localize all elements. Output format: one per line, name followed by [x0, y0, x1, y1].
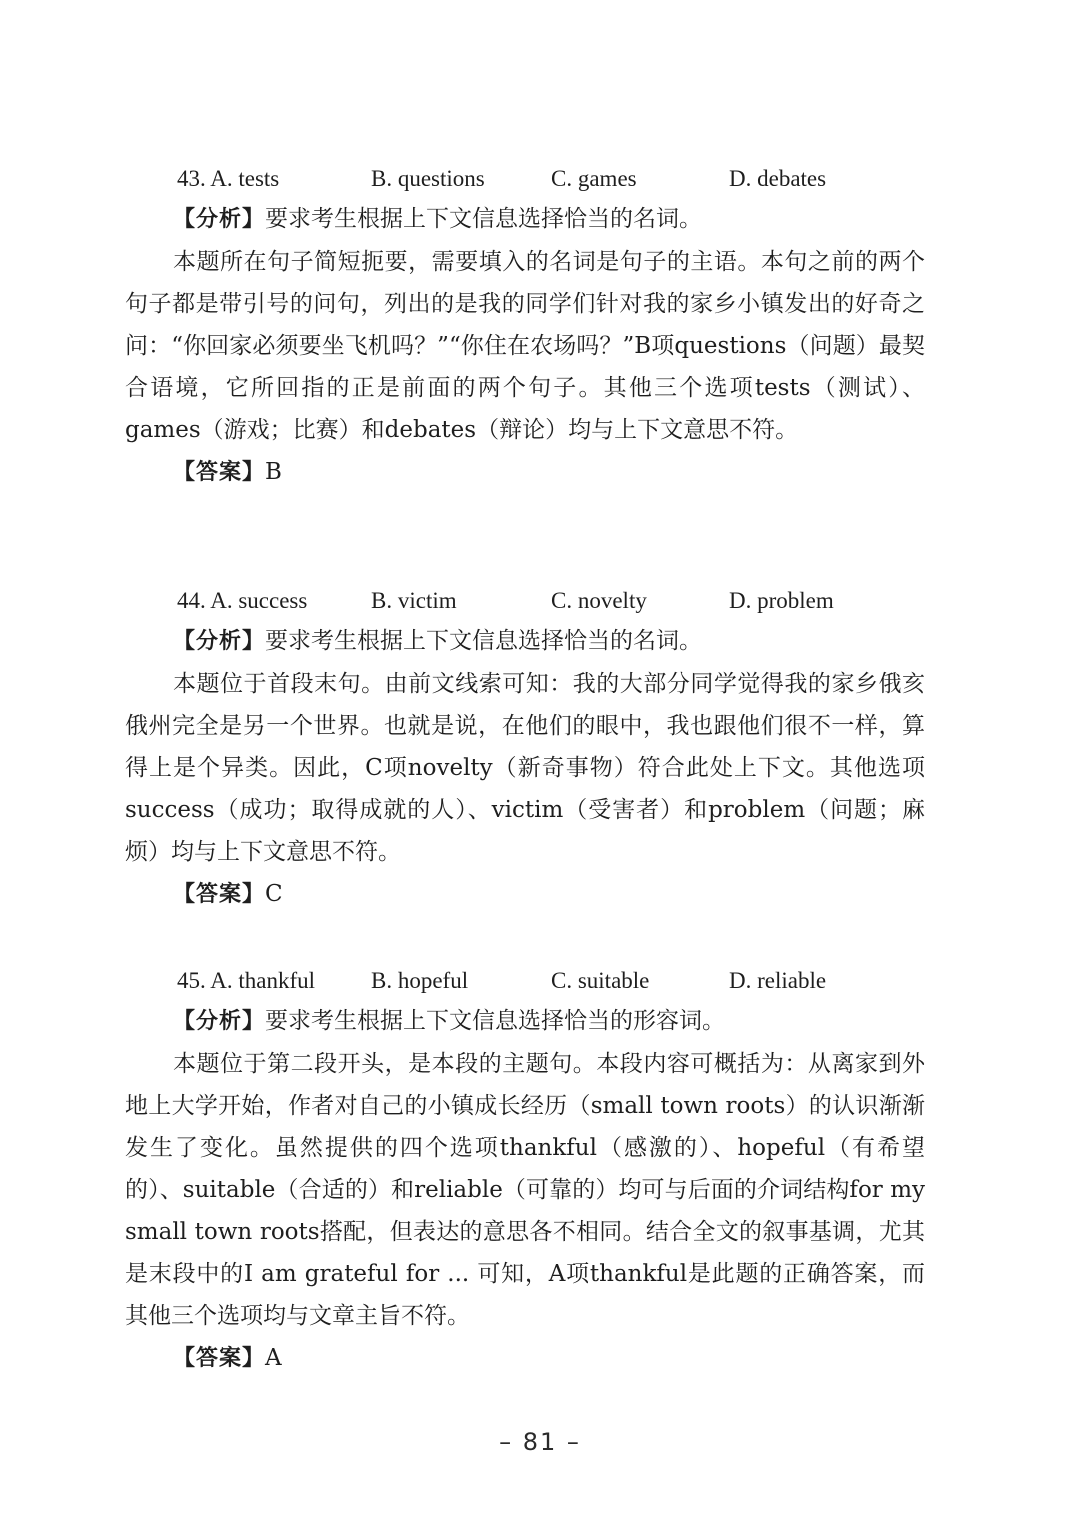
answer-value: C: [265, 881, 283, 907]
answer-line: [125, 451, 925, 494]
option-d: D. debates: [729, 166, 827, 191]
analysis-body: [125, 241, 925, 451]
analysis-text: 本题位于第二段开头，是本段的主题句。本段内容可概括为：从离家到外地上大学开始，作者对自己的小镇成长经历（small town roots）的认识渐渐发生了变化。虽然提供的四个选项thankful（感激的）、hopeful（有希望的）、suitable（合适的）和reliable（可靠的）均可与后面的介词结构for my small town roots搭配，但表达的意思各不相同。结合全文的叙事基调，尤其是末段中的I am grateful for ... 可知，A项thankful是此题的正确答案，而其他三个选项均与文章主旨不符。: [125, 1051, 925, 1329]
analysis-summary: 要求考生根据上下文信息选择恰当的名词。: [265, 206, 703, 232]
option-d: D. reliable: [729, 968, 827, 993]
answer-options: [125, 160, 925, 198]
analysis-text: 本题位于首段末句。由前文线索可知：我的大部分同学觉得我的家乡俄亥俄州完全是另一个世界。也就是说，在他们的眼中，我也跟他们很不一样，算得上是个异类。因此，C项novelty（新奇事物）符合此处上下文。其他选项success（成功；取得成就的人）、victim（受害者）和problem（问题；麻烦）均与上下文意思不符。: [125, 671, 925, 865]
answer-tag: 【答案】: [173, 1346, 266, 1371]
analysis-text: 本题所在句子简短扼要，需要填入的名词是句子的主语。本句之前的两个句子都是带引号的问句，列出的是我的同学们针对我的家乡小镇发出的好奇之问：“你回家必须要坐飞机吗？”“你住在农场吗？”B项questions（问题）最契合语境，它所回指的正是前面的两个句子。其他三个选项tests（测试）、games（游戏；比赛）和debates（辩论）均与上下文意思不符。: [125, 249, 925, 443]
analysis-tag: 【分析】: [173, 1009, 266, 1034]
option-a: 45. A. thankful: [177, 968, 315, 993]
analysis-line: [125, 620, 925, 663]
answer-line: [125, 1337, 925, 1380]
answer-options: [125, 962, 925, 1000]
analysis-tag: 【分析】: [173, 207, 266, 232]
analysis-line: [125, 198, 925, 241]
analysis-body: [125, 1043, 925, 1337]
page-number: – 81 –: [499, 1428, 581, 1456]
analysis-summary: 要求考生根据上下文信息选择恰当的形容词。: [265, 1008, 726, 1034]
answer-value: A: [265, 1345, 282, 1371]
answer-options: [125, 582, 925, 620]
analysis-body: [125, 663, 925, 873]
question-43: [125, 160, 925, 494]
option-b: B. victim: [371, 588, 457, 613]
option-a: 44. A. success: [177, 588, 308, 613]
answer-line: [125, 873, 925, 916]
option-b: B. hopeful: [371, 968, 469, 993]
option-b: B. questions: [371, 166, 485, 191]
answer-tag: 【答案】: [173, 882, 266, 907]
analysis-line: [125, 1000, 925, 1043]
option-d: D. problem: [729, 588, 834, 613]
option-c: C. novelty: [551, 588, 647, 613]
option-c: C. games: [551, 166, 637, 191]
option-a: 43. A. tests: [177, 166, 280, 191]
analysis-tag: 【分析】: [173, 629, 266, 654]
question-45: [125, 962, 925, 1380]
question-44: [125, 582, 925, 916]
answer-value: B: [265, 459, 282, 485]
analysis-summary: 要求考生根据上下文信息选择恰当的名词。: [265, 628, 703, 654]
option-c: C. suitable: [551, 968, 650, 993]
answer-tag: 【答案】: [173, 460, 266, 485]
